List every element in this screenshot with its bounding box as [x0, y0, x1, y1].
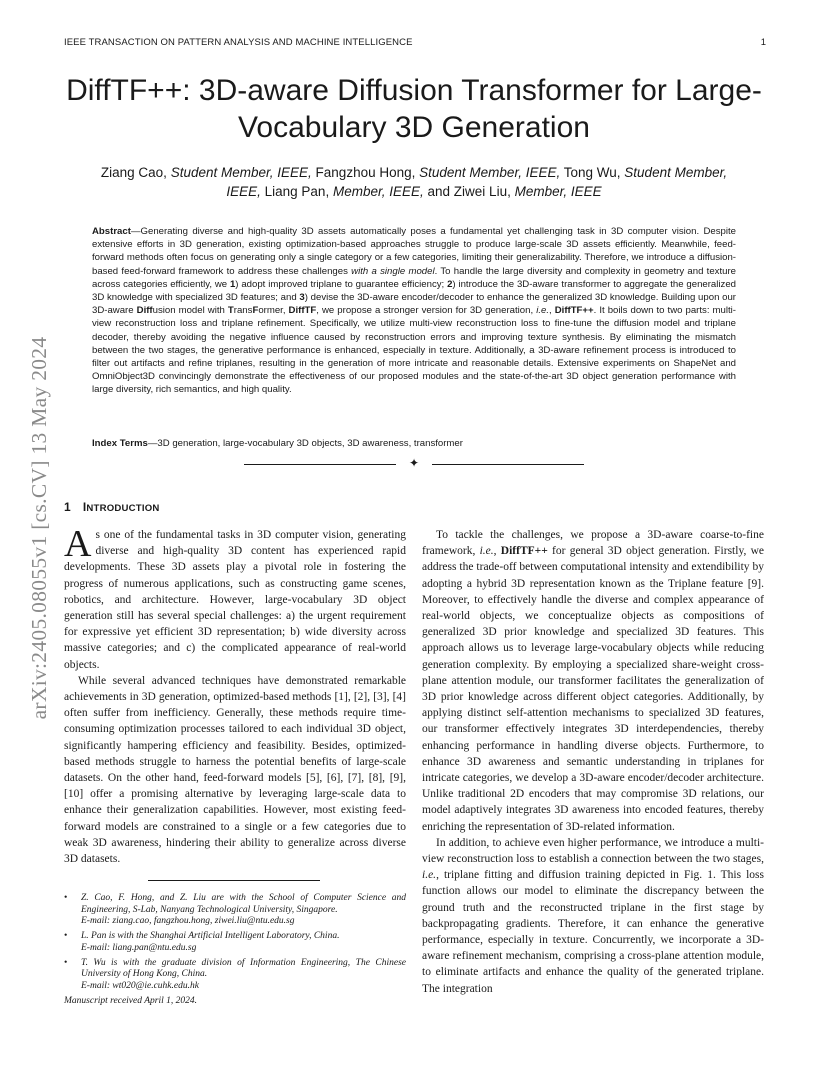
abstract-text: . To handle the large diversity and complexity in geometry and texture across categories efficiently, we — [92, 265, 737, 290]
author-name: Fangzhou Hong, — [315, 165, 416, 180]
author-name: Ziang Cao, — [100, 165, 167, 180]
paragraph: While several advanced techniques have demonstrated remarkable achievements in 3D generation, optimized-based methods [1], [2], [3], [4] often suffer from inefficiency. Generally, these methods require time-consuming optimization processes tailored to each individual 3D object, significantly hampering efficiency and feasibility. Besides, optimized-based methods struggle to harness the potential benefits of large-scale datasets. On the other hand, feed-forward models [5], [6], [7], [8], [9], [10] offer a promising alternative by leveraging large-scale data to enhance their generalization capabilities. However, most existing feed-forward models are constrained to a single or a few categories due to weak 3D awareness, hindering their ability to generalize across diverse 3D datasets. — [64, 674, 406, 866]
section-number: 1 — [64, 500, 71, 514]
abstract-enum: 2 — [447, 278, 453, 290]
abstract-text: —Generating diverse and high-quality 3D assets automatically poses a fundamental yet challenging task in 3D computer vision. Despite extensive efforts in 3D generation, existing optimization-based approaches struggle to produce large-scale 3D assets efficiently. Meanwhile, feed-forward methods often focus on generating only a single category or a few categories, limiting their generalizability. Therefore, we introduce a diffusion-based feed-forward framework to address these challenges — [92, 226, 736, 277]
paragraph-text: s one of the fundamental tasks in 3D computer vision, generating diverse and high-quality 3D content has experienced rapid developments. These 3D assets play a pivotal role in fostering the progress of numerous applications, such as constructing game scenes, robotics, and architecture. However, large-vocabulary 3D object generation still has several special challenges: a) the urgent requirement for expressive yet efficient 3D representation; b) wide diversity across massive categories; and c) the complicated appearance of real-world objects. — [64, 529, 406, 671]
paragraph-text: for general 3D object generation. Firstly, we address the trade-off between computational intensity and extendibility by adopting a hybrid 3D representation known as the Triplane feature [9]. Moreover, to effectively handle the diverse and complex appearance of real-world objects, we conceptualize objects as compositions of generalized 3D prior knowledge and specialized 3D features. This approach allows us to leverage large-vocabulary objects while reducing generation complexity. By employing a specialized share-weight cross-plane attention module, our transformer facilitates the generalization of 3D prior knowledge across different object categories. Additionally, by applying distinct self-attention mechanisms to specialized 3D features, our transformer effectively integrates 3D interdependencies, thereby enhancing performance in handling diverse objects. Furthermore, to enhance 3D awareness and semantic understanding in triplanes for intricate categories, we develop a 3D-aware encoder/decoder architecture. Unlike traditional 2D encoders that may compromise 3D relations, our model adaptively integrates 3D awareness into encoded features, thereby enriching the representation of 3D-related information. — [422, 545, 764, 833]
abstract-model-name: DiffTF++ — [554, 305, 594, 317]
drop-cap: A — [64, 523, 92, 565]
author-name: Liang Pan, — [264, 184, 330, 199]
abstract-text: ) devise the 3D-aware encoder/decoder to enhance the generalized 3D knowledge. Building upon our 3D-aware — [92, 292, 737, 317]
abstract-enum: 3 — [299, 292, 305, 304]
author-role: Student Member, IEEE, — [419, 165, 561, 180]
paper-title: DiffTF++: 3D-aware Diffusion Transformer for Large-Vocabulary 3D Generation — [66, 74, 762, 144]
right-column — [422, 527, 764, 997]
section-heading — [64, 500, 160, 514]
abstract-text: ormer, — [258, 305, 289, 317]
paragraph-text: In addition, to achieve even higher performance, we introduce a multi-view reconstruction loss to establish a connection between the two stages, — [422, 836, 764, 866]
divider-line — [244, 464, 396, 465]
abstract-text: , we propose a stronger version for 3D generation, — [316, 305, 537, 317]
arxiv-stamp: arXiv:2405.08055v1 [cs.CV] 13 May 2024 — [27, 336, 51, 720]
page-number: 1 — [760, 37, 766, 48]
abstract-text: . It boils down to two parts: multi-view reconstruction loss and triplane refinement. Specifically, we utilize multi-view reconstruction loss to fine-tune the diffusion model and triplane decoder, thereby avoiding the negative influence caused by reconstruction errors and improving texture synthesis. By eliminating the mismatch between the two stages, the generative performance is enhanced, especially in texture. Additionally, a 3D-aware refinement process is introduced to filter out artifacts and refine triplanes, resulting in the generation of more intricate and reasonable details. Extensive experiments on ShapeNet and OmniObject3D convincingly demonstrate the effectiveness of our proposed modules and the state-of-the-art 3D object generation performance with large diversity, rich semantics, and high quality. — [92, 305, 736, 396]
paragraph — [422, 527, 764, 835]
abstract — [92, 225, 736, 397]
section-initial: I — [82, 500, 87, 514]
footnote-text: L. Pan is with the Shanghai Artificial Intelligent Laboratory, China. — [81, 931, 340, 942]
footnote-bullet: • — [64, 893, 68, 903]
author-role: Student Member, IEEE, — [226, 165, 728, 199]
abstract-text: , — [549, 305, 555, 317]
abstract-enum: 1 — [229, 278, 236, 290]
footnote-item — [64, 958, 406, 993]
running-head: IEEE TRANSACTION ON PATTERN ANALYSIS AND MACHINE INTELLIGENCE — [64, 37, 413, 48]
author-name: and Ziwei Liu, — [427, 184, 511, 199]
footnote-email: E-mail: liang.pan@ntu.edu.sg — [81, 942, 197, 953]
author-role: Member, IEEE, — [332, 184, 424, 199]
paragraph-ie: i.e. — [422, 869, 437, 882]
author-role: Member, IEEE — [514, 184, 602, 199]
divider-line — [432, 464, 584, 465]
abstract-emphasis: with a single model — [351, 265, 435, 277]
abstract-text: rans — [233, 305, 253, 317]
author-role: Student Member, IEEE, — [170, 165, 312, 180]
footnote-item — [64, 893, 406, 928]
abstract-acronym: T — [227, 305, 234, 317]
paragraph-model-name: DiffTF++ — [500, 545, 548, 558]
intro-paragraph — [64, 523, 406, 673]
footnote-email: E-mail: wt020@ie.cuhk.edu.hk — [81, 980, 199, 991]
footnote-text: Z. Cao, F. Hong, and Z. Liu are with the School of Computer Science and Engineering, S-Lab, Nanyang Technological University, Singapore. — [81, 893, 406, 915]
footnote-rule — [148, 880, 320, 881]
abstract-model-name: DiffTF — [288, 305, 317, 317]
paragraph-text: To tackle the challenges, we propose a 3D-aware coarse-to-fine framework, — [422, 529, 764, 558]
abstract-text: ) adopt improved triplane to guarantee efficiency; — [235, 278, 448, 290]
divider-star-icon: ✦ — [408, 456, 420, 470]
left-column — [64, 523, 406, 867]
author-name: Tong Wu, — [563, 165, 621, 180]
affiliation-footnotes — [64, 893, 406, 996]
abstract-text: ) introduce the 3D-aware transformer to aggregate the generalized 3D knowledge with specialized 3D features; and — [92, 278, 737, 304]
abstract-acronym: Diff — [136, 305, 153, 317]
abstract-text: usion model with — [152, 305, 228, 317]
paragraph-text: , triplane fitting and diffusion training depicted in Fig. 1. This loss function allows our model to eliminate the discrepancy between the ground truth and the reconstructed triplane in the first stage by backpropagating gradients. Therefore, it can enhance the generative performance, especially in texture. Concurrently, we incorporate a 3D-aware refinement mechanism, comprising a cross-plane attention module, to eliminate artifacts and enhance the quality of the generated triplane. The integration — [422, 869, 764, 995]
index-terms — [92, 437, 736, 450]
section-divider — [244, 458, 584, 470]
footnote-bullet: • — [64, 957, 68, 968]
abstract-ie: i.e. — [536, 305, 549, 317]
footnote-item — [64, 931, 406, 954]
paragraph-ie: i.e. — [479, 545, 494, 558]
paragraph-text: , — [493, 545, 501, 558]
abstract-label: Abstract — [92, 226, 131, 237]
manuscript-note: Manuscript received April 1, 2024. — [64, 996, 197, 1006]
abstract-acronym: F — [252, 305, 259, 317]
index-terms-text: —3D generation, large-vocabulary 3D objects, 3D awareness, transformer — [147, 438, 463, 449]
footnote-text: T. Wu is with the graduate division of Information Engineering, The Chinese University of Hong Kong, China. — [81, 957, 406, 980]
footnote-bullet: • — [64, 931, 68, 942]
author-list — [90, 163, 738, 201]
section-title-rest: NTRODUCTION — [86, 503, 160, 514]
index-terms-label: Index Terms — [92, 438, 148, 449]
paragraph — [422, 835, 764, 997]
footnote-email: E-mail: ziang.cao, fangzhou.hong, ziwei.liu@ntu.edu.sg — [81, 916, 295, 927]
